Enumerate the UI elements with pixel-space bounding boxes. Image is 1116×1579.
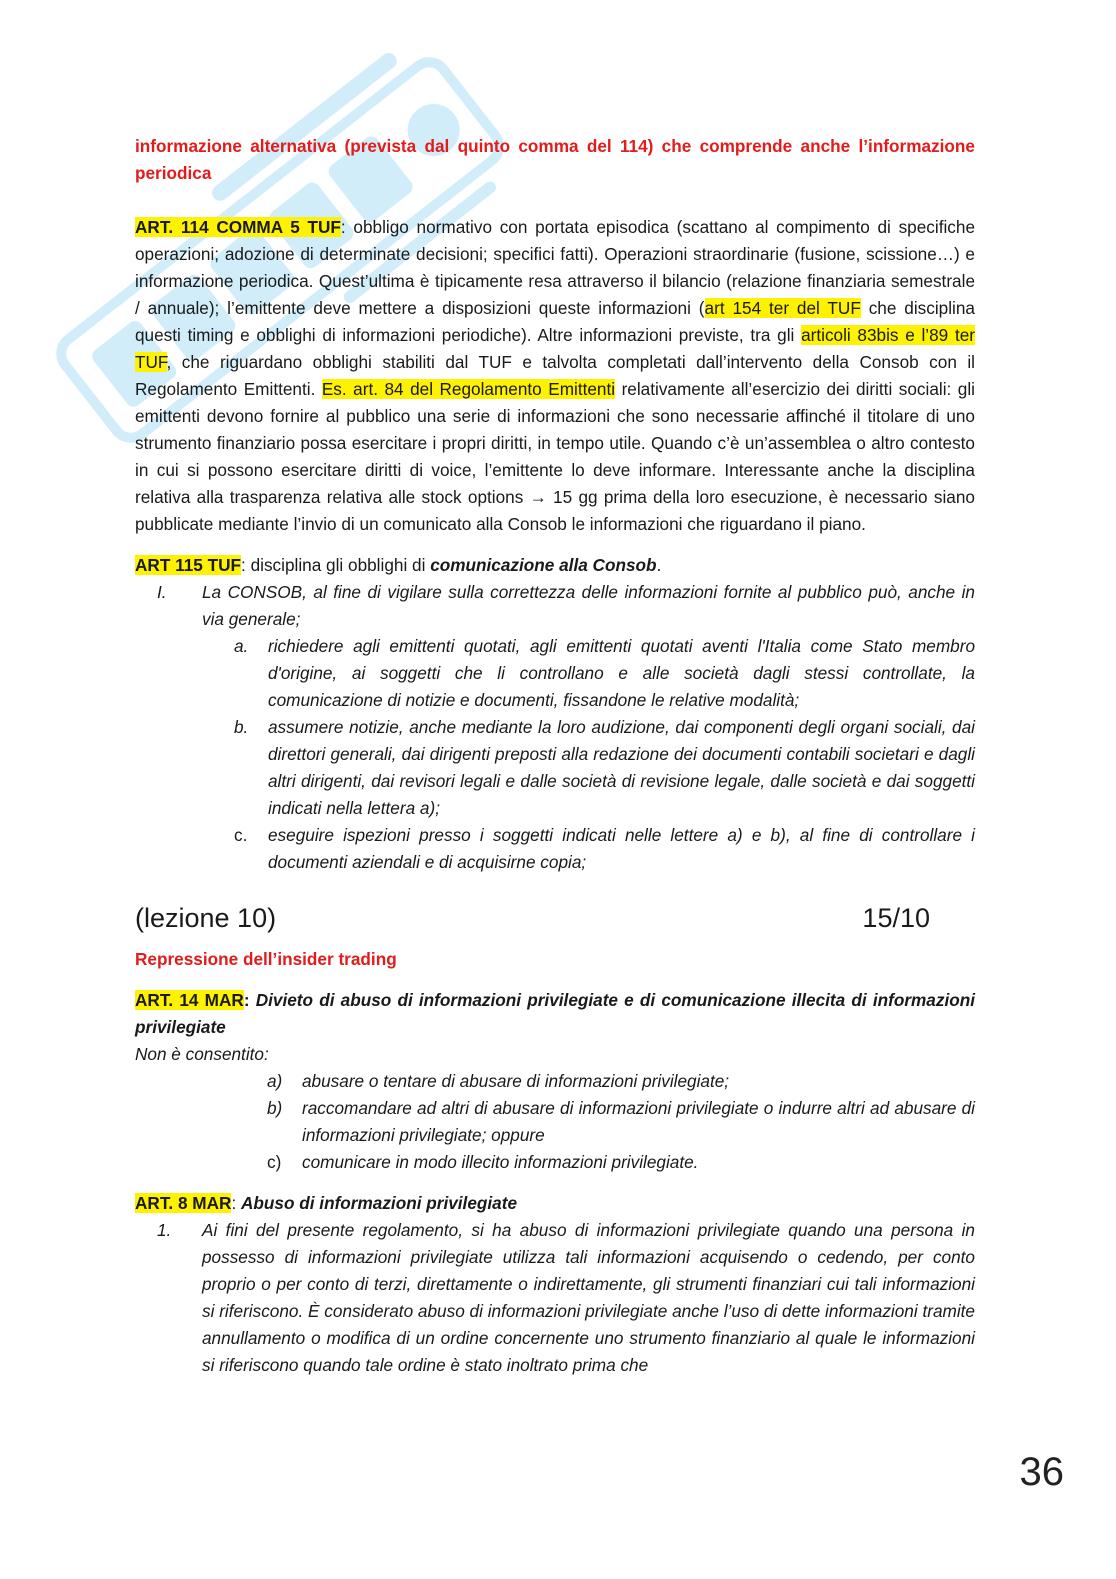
art115-emphasis: comunicazione alla Consob	[430, 555, 657, 575]
arrow-icon: →	[529, 487, 547, 507]
section-heading-insider-trading: Repressione dell’insider trading	[135, 949, 397, 969]
lesson-header	[135, 900, 930, 936]
art154ter-ref: art 154 ter del TUF	[704, 298, 861, 318]
art14-paragraph: ART. 14 MAR: Divieto di abuso di informazioni privilegiate e di comunicazione illecita di informazioni privilegiate	[135, 990, 975, 1037]
list-item: c) comunicare in modo illecito informazioni privilegiate.	[267, 1152, 699, 1172]
art14-list	[135, 1068, 975, 1176]
list-item: a. richiedere agli emittenti quotati, agli emittenti quotati aventi l'Italia come Stato membro d'origine, ai soggetti che li controllano e alle società dagli stessi controllate, la comunicazione di notizie e documenti, fissandone le relative modalità;	[234, 636, 975, 710]
list-item: b) raccomandare ad altri di abusare di informazioni privilegiate o indurre altri ad abusare di informazioni privilegiate; oppure	[267, 1098, 975, 1145]
art84-re-ref: Es. art. 84 del Regolamento Emittenti	[321, 379, 616, 399]
art115-list	[135, 579, 975, 876]
section-heading-alternative-info: informazione alternativa (prevista dal quinto comma del 114) che comprende anche l’informazione periodica	[135, 136, 975, 183]
list-item: c. eseguire ispezioni presso i soggetti indicati nelle lettere a) e b), al fine di controllare i documenti aziendali e di acquisirne copia;	[234, 825, 975, 872]
art115-label: ART 115 TUF	[135, 555, 242, 575]
art14-title: Divieto di abuso di informazioni privilegiate e di comunicazione illecita di informazioni privilegiate	[135, 990, 975, 1037]
art83bis-ref: articoli 83bis e l’89 ter TUF	[135, 325, 975, 372]
list-item: I. La CONSOB, al fine di vigilare sulla correttezza delle informazioni fornite al pubblico può, anche in via generale;	[157, 582, 975, 629]
art8-paragraph: ART. 8 MAR: Abuso di informazioni privilegiate	[135, 1193, 517, 1213]
lesson-date: 15/10	[862, 903, 930, 933]
art114-label: ART. 114 COMMA 5 TUF	[135, 217, 341, 237]
art8-label: ART. 8 MAR	[135, 1193, 232, 1213]
art115-paragraph: ART 115 TUF: disciplina gli obblighi di comunicazione alla Consob.	[135, 555, 662, 575]
art8-title: Abuso di informazioni privilegiate	[241, 1193, 517, 1213]
list-item: a) abusare o tentare di abusare di informazioni privilegiate;	[267, 1071, 730, 1091]
document-page	[135, 133, 975, 1379]
art8-list	[135, 1217, 975, 1379]
list-item: b. assumere notizie, anche mediante la loro audizione, dai componenti degli organi sociali, dai direttori generali, dai dirigenti preposti alla redazione dei documenti contabili societari e dagli altri dirigenti, dai revisori legali e dalle società di revisione legale, dalle società e dai soggetti indicati nella lettera a);	[234, 717, 975, 818]
page-number: 36	[1019, 1450, 1064, 1494]
lesson-title: (lezione 10)	[135, 903, 277, 933]
art14-label: ART. 14 MAR	[135, 990, 244, 1010]
art114-paragraph: ART. 114 COMMA 5 TUF: obbligo normativo con portata episodica (scattano al compimento di specifiche operazioni; adozione di determinate decisioni; specifici fatti). Operazioni straordinarie (fusione, scissione…) e informazione periodica. Quest’ultima è tipicamente resa attraverso il bilancio (relazione finanziaria semestrale / annuale); l’emittente deve mettere a disposizioni queste informazioni (art 154 ter del TUF che disciplina questi timing e obblighi di informazioni periodiche). Altre informazioni previste, tra gli articoli 83bis e l’89 ter TUF, che riguardano obblighi stabiliti dal TUF e talvolta completati dall’intervento della Consob con il Regolamento Emittenti. Es. art. 84 del Regolamento Emittenti relativamente all’esercizio dei diritti sociali: gli emittenti devono fornire al pubblico una serie di informazioni che sono necessarie affinché il titolare di uno strumento finanziario possa esercitare i propri diritti, in tempo utile. Quando c’è un’assemblea o altro contesto in cui si possono esercitare diritti di voice, l’emittente lo deve informare. Interessante anche la disciplina relativa alla trasparenza relativa alle stock options → 15 gg prima della loro esecuzione, è necessario siano pubblicate mediante l’invio di un comunicato alla Consob le informazioni che riguardano il piano.	[135, 217, 976, 534]
list-item: 1. Ai fini del presente regolamento, si ha abuso di informazioni privilegiate quando una persona in possesso di informazioni privilegiate utilizza tali informazioni acquisendo o cedendo, per conto proprio o per conto di terzi, direttamente o indirettamente, gli strumenti finanziari cui tali informazioni si riferiscono. È considerato abuso di informazioni privilegiate anche l’uso di dette informazioni tramite annullamento o modifica di un ordine concernente uno strumento finanziario al quale le informazioni si riferiscono quando tale ordine è stato inoltrato prima che	[157, 1220, 975, 1375]
art14-intro: Non è consentito:	[135, 1044, 269, 1064]
